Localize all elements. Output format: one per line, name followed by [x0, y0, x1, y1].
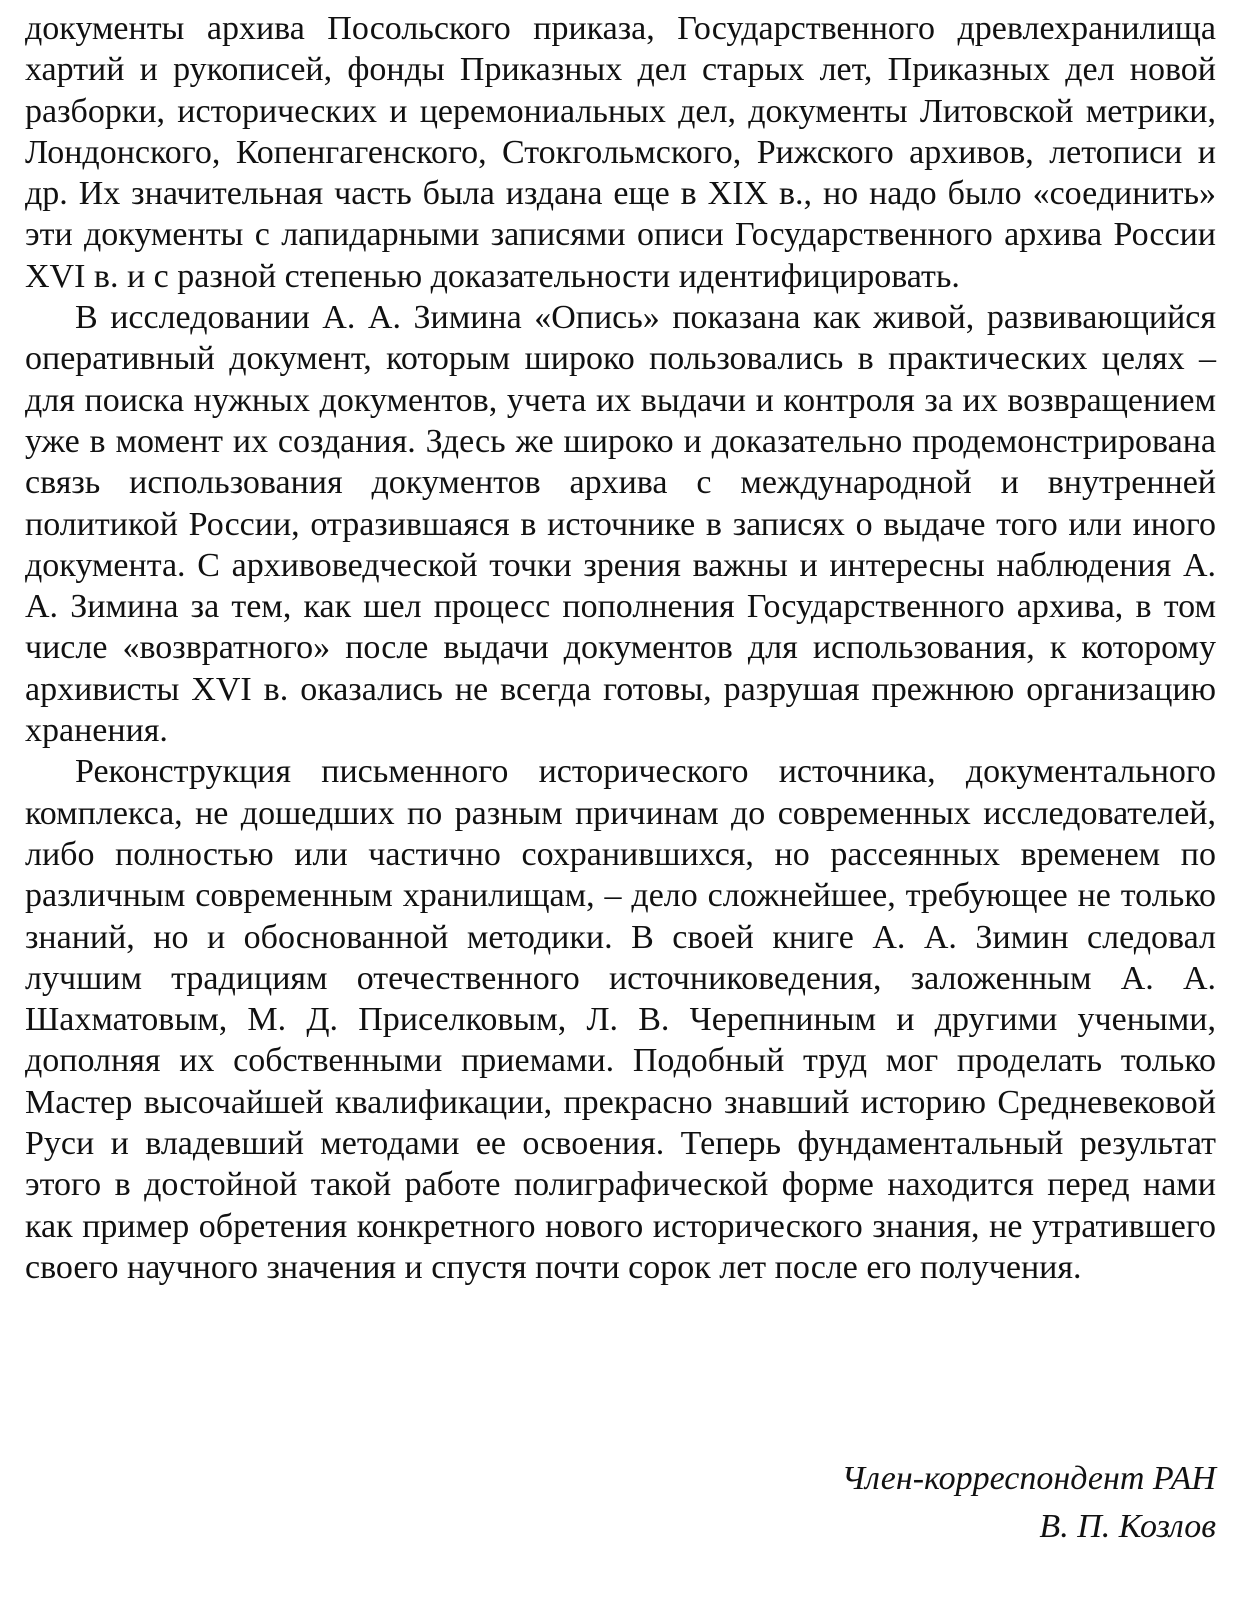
paragraph: Реконструкция письменного исторического источника, документального комплекса, не дошедших по разным причинам до современных исследователей, либо полностью или частично сохранившихся, но рассеянных временем по различным современным хранилищам, – дело сложнейшее, требующее не только знаний, но и обоснованной методики. В своей книге А. А. Зимин следовал лучшим традициям отечественного источниковедения, заложенным А. А. Шахматовым, М. Д. Приселковым, Л. В. Черепниным и другими учеными, дополняя их собственными приемами. Подобный труд мог проделать только Мастер высочайшей квалификации, прекрасно знавший историю Средневековой Руси и владевший методами ее освоения. Теперь фундаментальный результат этого в достойной такой работе полиграфической форме находится перед нами как пример обретения конкретного нового исторического знания, не утратившего своего научного значения и спустя почти сорок лет после его получения. [25, 753, 1216, 1286]
signature-name: В. П. Козлов [1039, 1508, 1216, 1545]
paragraph: В исследовании А. А. Зимина «Опись» показана как живой, развивающийся оперативный документ, которым широко пользовались в практических целях – для поиска нужных документов, учета их выдачи и контроля за их возвращением уже в момент их создания. Здесь же широко и доказательно продемонстрирована связь использования документов архива с международной и внутренней политикой России, отразившаяся в источнике в записях о выдаче того или иного документа. С архивоведческой точки зрения важны и интересны наблюдения А. А. Зимина за тем, как шел процесс пополнения Государственного архива, в том числе «возвратного» после выдачи документов для использования, к которому архивисты XVI в. оказались не всегда готовы, разрушая прежнюю организацию хранения. [25, 299, 1216, 750]
signature-block [842, 1455, 1216, 1551]
document-page [25, 0, 1216, 1600]
body-text [25, 8, 1216, 1288]
signature-title: Член-корреспондент РАН [841, 1460, 1216, 1497]
paragraph-continued: документы архива Посольского приказа, Государственного древлехранилища хартий и рукописей, фонды Приказных дел старых лет, Приказных дел новой разборки, исторических и церемониальных дел, документы Литовской метрики, Лондонского, Копенгагенского, Стокгольмского, Рижского архивов, летописи и др. Их значительная часть была издана еще в XIX в., но надо было «соединить» эти документы с лапидарными записями описи Государственного архива России XVI в. и с разной степенью доказательности идентифицировать. [25, 10, 1216, 295]
